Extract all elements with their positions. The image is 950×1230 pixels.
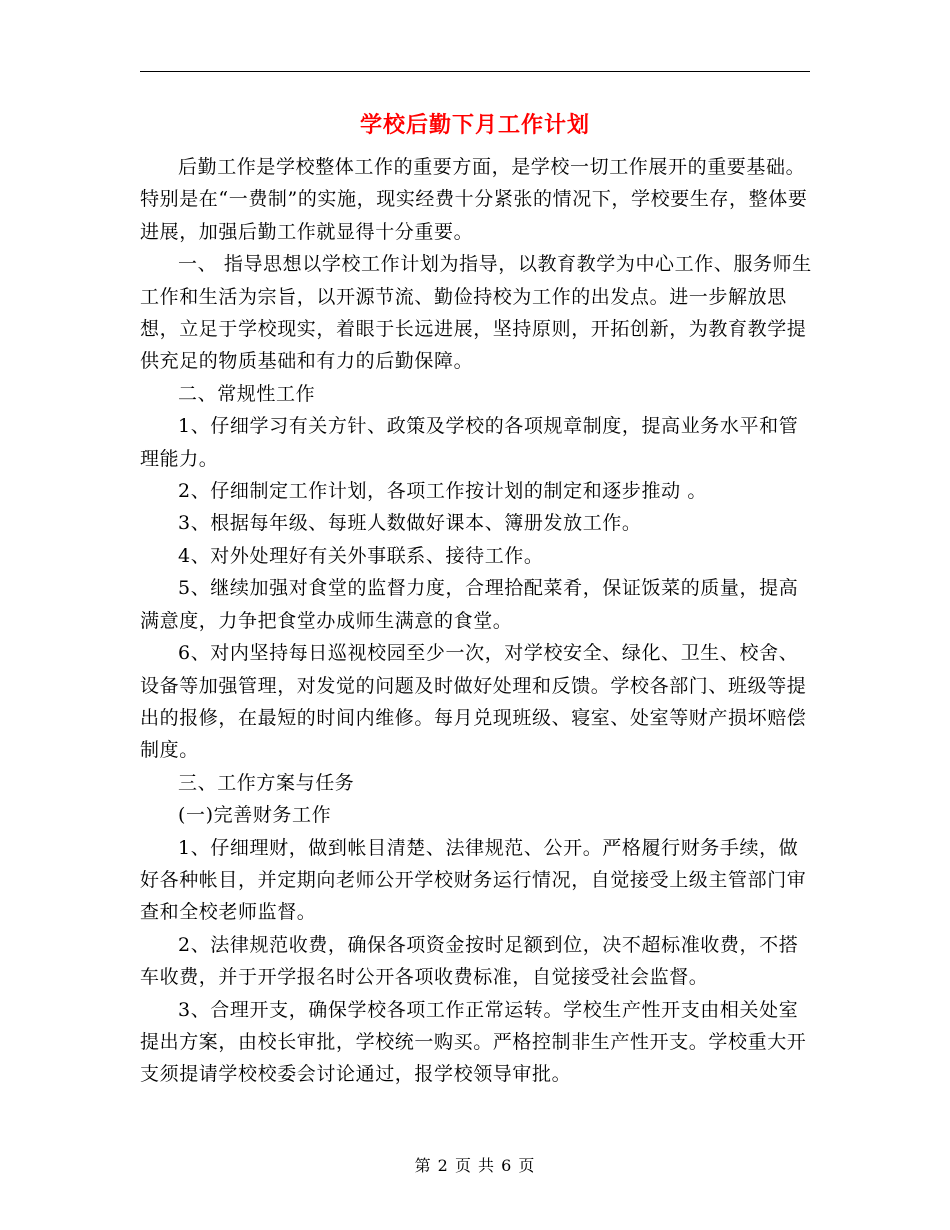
paragraph-intro: 后勤工作是学校整体工作的重要方面，是学校一切工作展开的重要基础。特别是在“一费制”的实施，现实经费十分紧张的情况下，学校要生存，整体要进展，加强后勤工作就显得十分重要。: [140, 156, 808, 243]
heading-work-plan: 三、工作方案与任务: [178, 771, 355, 794]
document-body: [140, 151, 815, 1091]
list-item: 3、合理开支，确保学校各项工作正常运转。学校生产性开支由相关处室提出方案，由校长审批，学校统一购买。严格控制非生产性开支。学校重大开支须提请学校校委会讨论通过，报学校领导审批。: [140, 998, 807, 1086]
list-item: 4、对外处理好有关外事联系、接待工作。: [178, 544, 544, 567]
heading-routine-work: 二、常规性工作: [178, 382, 316, 405]
list-item: 2、法律规范收费，确保各项资金按时足额到位，决不超标准收费，不搭车收费，并于开学报名时公开各项收费标准，自觉接受社会监督。: [140, 933, 799, 989]
header-rule: [140, 71, 810, 72]
list-item: 2、仔细制定工作计划，各项工作按计划的制定和逐步推动 。: [178, 480, 707, 503]
subheading-finance: (一)完善财务工作: [178, 804, 332, 827]
list-item: 1、仔细学习有关方针、政策及学校的各项规章制度，提高业务水平和管理能力。: [140, 415, 799, 470]
list-item: 5、继续加强对食堂的监督力度，合理拾配菜肴，保证饭菜的质量，提高满意度，力争把食堂办成师生满意的食堂。: [140, 577, 799, 632]
list-item: 6、对内坚持每日巡视校园至少一次，对学校安全、绿化、卫生、校舍、设备等加强管理，对发觉的问题及时做好处理和反馈。学校各部门、班级等提出的报修，在最短的时间内维修。每月兑现班级、寝室、处室等财产损坏赔偿制度。: [140, 642, 807, 762]
list-item: 3、根据每年级、每班人数做好课本、簿册发放工作。: [178, 512, 642, 535]
paragraph-guiding-ideology: 一、 指导思想以学校工作计划为指导，以教育教学为中心工作、服务师生工作和生活为宗旨，以开源节流、勤俭持校为工作的出发点。进一步解放思想，立足于学校现实，着眼于长远进展，坚持原则，开拓创新，为教育教学提供充足的物质基础和有力的后勤保障。: [140, 253, 812, 373]
document-title: 学校后勤下月工作计划: [359, 112, 590, 138]
list-item: 1、仔细理财，做到帐目清楚、法律规范、公开。严格履行财务手续，做好各种帐目，并定期向老师公开学校财务运行情况，自觉接受上级主管部门审查和全校老师监督。: [140, 836, 807, 924]
page-number: 第 2 页 共 6 页: [414, 1156, 536, 1175]
